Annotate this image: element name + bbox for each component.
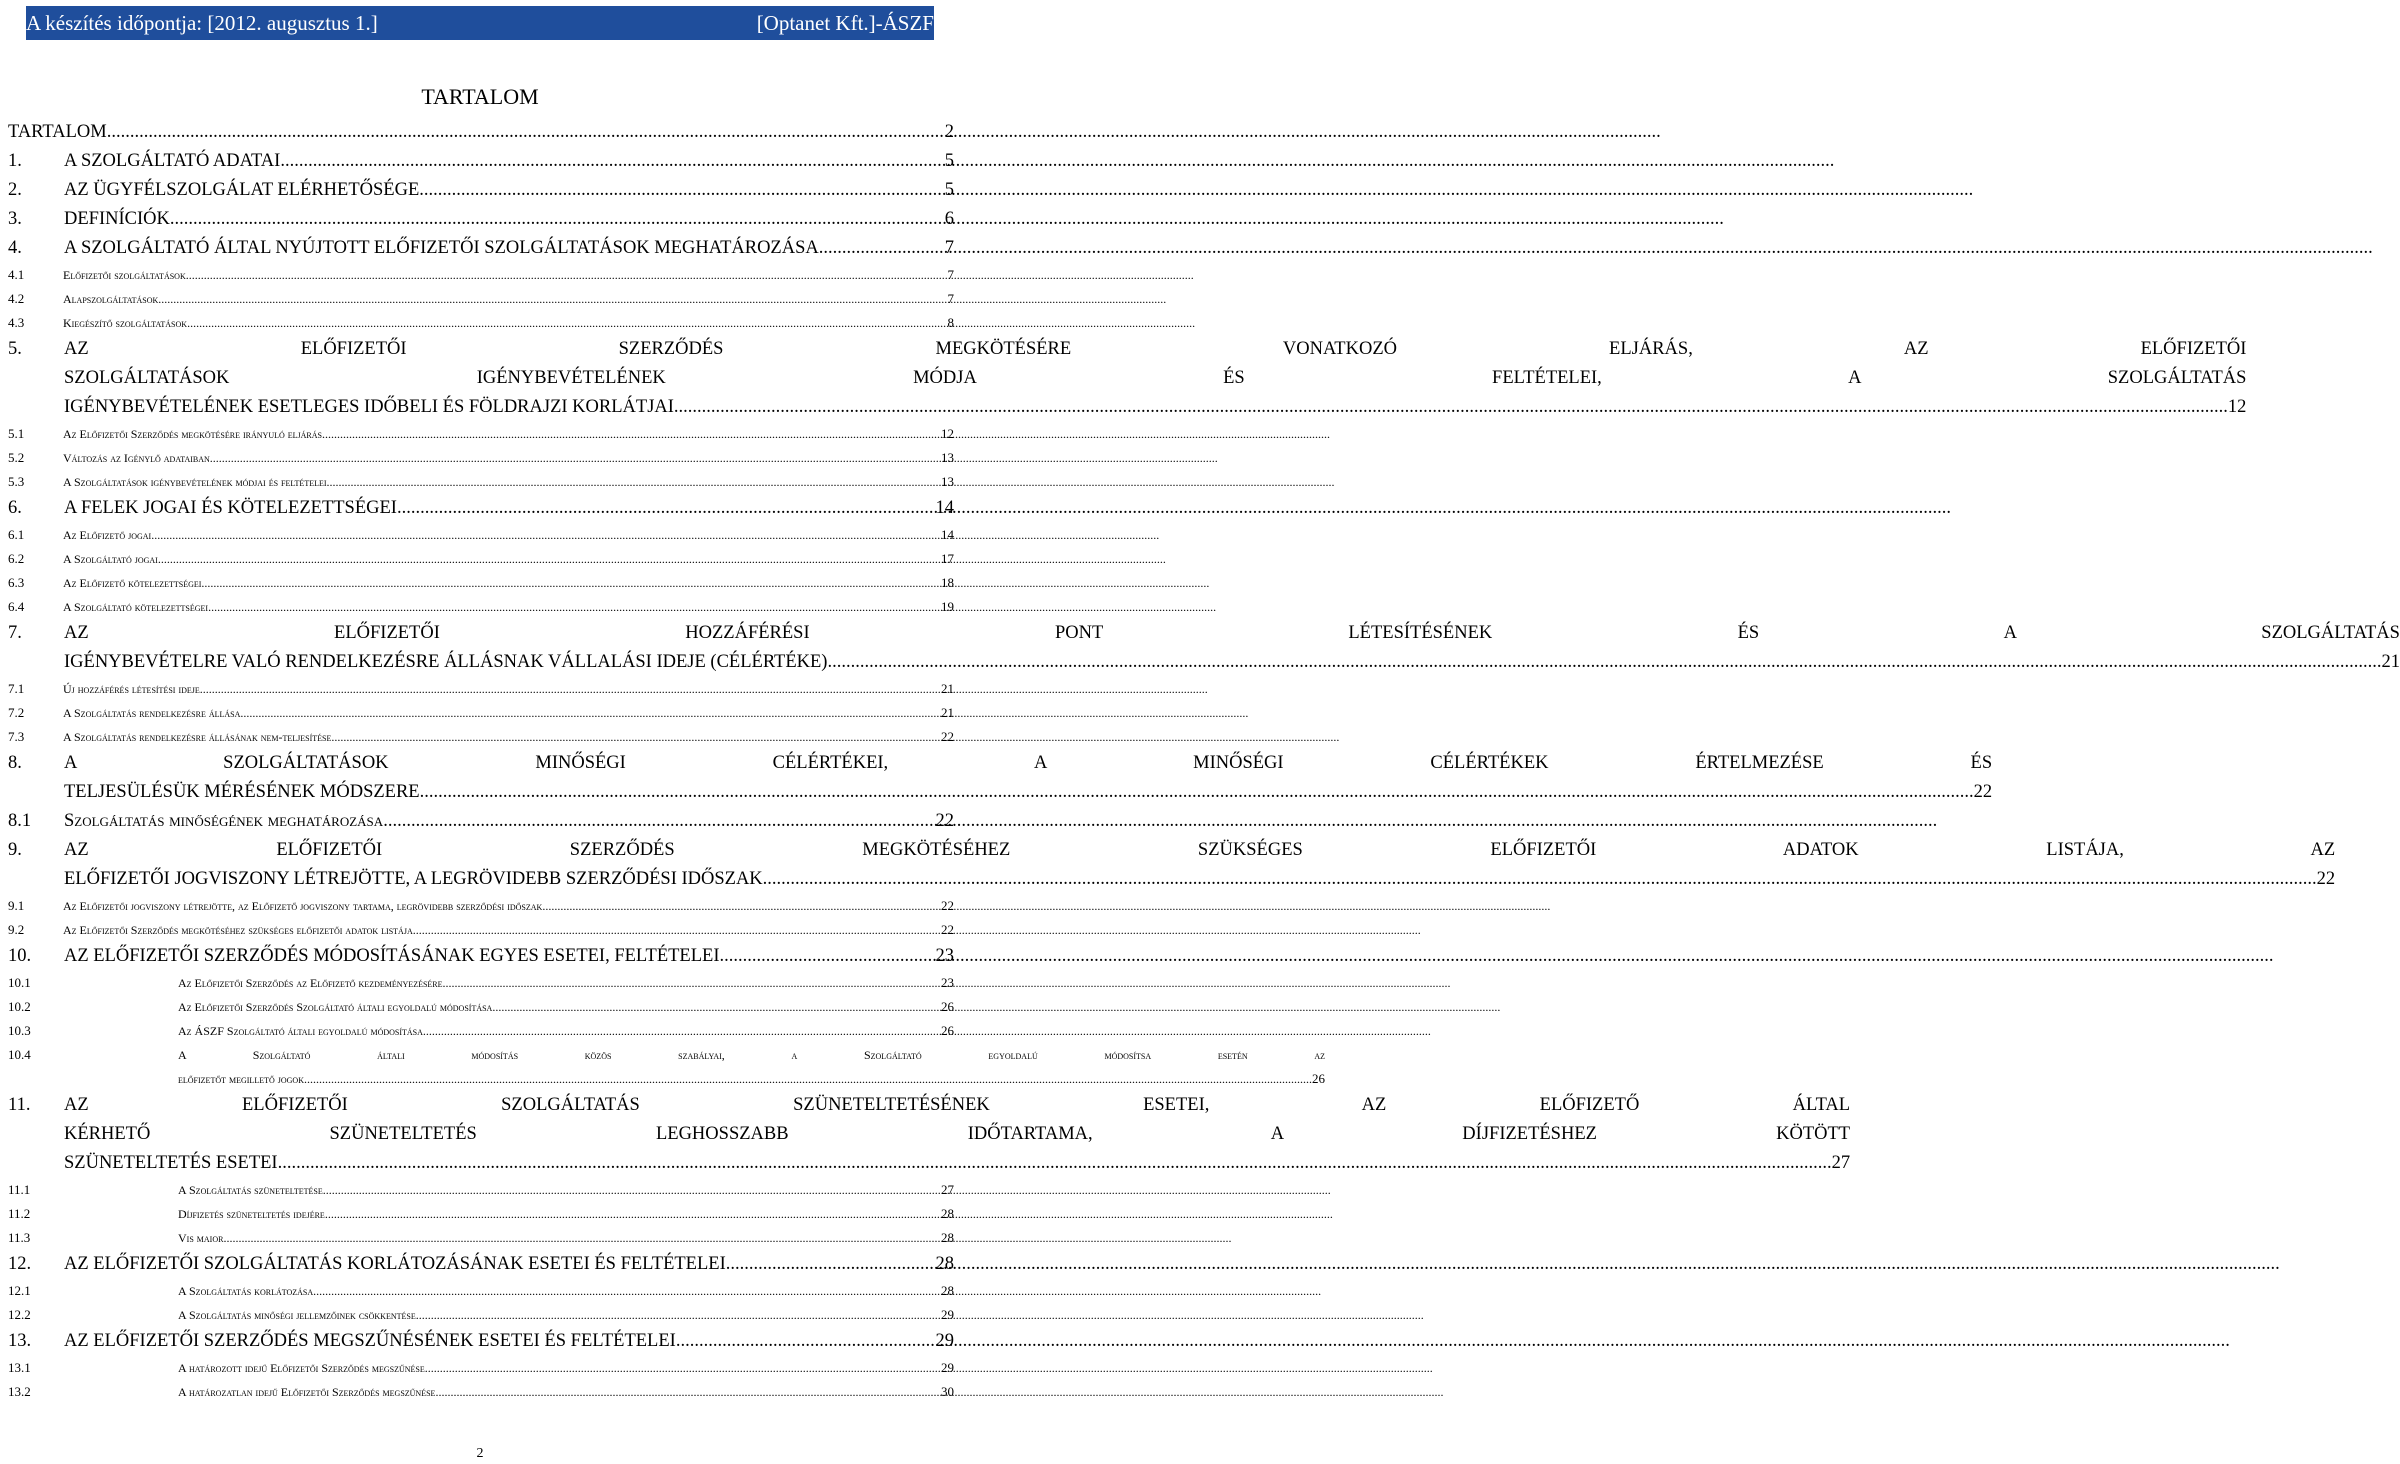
toc-entry[interactable] xyxy=(8,894,954,918)
toc-entry-page: 22 xyxy=(2316,869,2336,889)
toc-entry-page: 21 xyxy=(941,681,954,696)
leader-dots xyxy=(674,393,2228,422)
toc-entry-number: 4.3 xyxy=(8,315,25,330)
toc-entry-title: AZ ELŐFIZETŐI SZERZŐDÉS MÓDOSÍTÁSÁNAK EGYES ESETEI, FELTÉTELEI xyxy=(64,946,720,966)
toc-entry-page: 26 xyxy=(941,999,954,1014)
page-number: 2 xyxy=(476,1446,484,1461)
toc-entry-number: 11.2 xyxy=(8,1206,31,1221)
toc-entry[interactable] xyxy=(8,677,954,701)
toc-entry[interactable] xyxy=(8,1303,954,1327)
toc-entry[interactable] xyxy=(8,807,954,836)
toc-entry[interactable] xyxy=(8,1279,954,1303)
toc-entry-title-line: A SZOLGÁLTATÁSOK MINŐSÉGI CÉLÉRTÉKEI, A MINŐSÉGI CÉLÉRTÉKEK ÉRTELMEZÉSE ÉS xyxy=(64,753,1993,773)
leader-dots xyxy=(726,1250,936,1279)
leader-dots xyxy=(151,523,941,547)
toc-entry-number: 6.1 xyxy=(8,527,25,542)
leader-dots xyxy=(383,807,935,836)
toc-entry-title-line: AZ ELŐFIZETŐI SZOLGÁLTATÁS SZÜNETELTETÉSÉNEK ESETEI, AZ ELŐFIZETŐ ÁLTAL xyxy=(64,1095,1851,1115)
toc-entry-page: 7 xyxy=(947,267,954,282)
toc-entry-page: 7 xyxy=(944,238,954,258)
toc-entry-title-line: AZ ELŐFIZETŐI SZERZŐDÉS MEGKÖTÉSÉRE VONATKOZÓ ELJÁRÁS, AZ ELŐFIZETŐI xyxy=(64,339,2247,359)
toc-entry-number: 6.4 xyxy=(8,599,25,614)
leader-dots xyxy=(322,422,941,446)
leader-dots xyxy=(200,677,941,701)
toc-entry-number: 13.2 xyxy=(8,1384,31,1399)
toc-entry-page: 6 xyxy=(944,209,954,229)
toc-entry-title: Szolgáltatás minőségének meghatározása xyxy=(64,811,384,831)
leader-dots xyxy=(240,701,941,725)
toc-entry-number: 9.2 xyxy=(8,922,25,937)
toc-entry[interactable] xyxy=(8,287,954,311)
toc-entry[interactable] xyxy=(8,234,954,263)
toc-entry-title: Alapszolgáltatások xyxy=(63,292,159,306)
toc-entry-page: 12 xyxy=(2227,397,2247,417)
toc-entry-title-last: SZÜNETELTETÉS ESETEI xyxy=(64,1153,278,1173)
toc-entry-page: 19 xyxy=(941,599,954,614)
toc-entry-number: 9. xyxy=(8,840,22,860)
toc-entry-page: 30 xyxy=(941,1384,954,1399)
toc-entry-title-last: ELŐFIZETŐI JOGVISZONY LÉTREJÖTTE, A LEGRÖVIDEBB SZERZŐDÉSI IDŐSZAK xyxy=(64,869,763,889)
leader-dots xyxy=(331,725,941,749)
toc-entry[interactable] xyxy=(8,571,954,595)
toc-entry-title: Az Előfizetői Szerződés megkötéséhez szükséges előfizetői adatok listája xyxy=(63,923,413,937)
leader-dots xyxy=(542,894,941,918)
toc-entry-title: Díjfizetés szüneteltetés idejére xyxy=(178,1207,325,1221)
toc-entry[interactable] xyxy=(8,619,2400,677)
toc-entry-number: 12.2 xyxy=(8,1307,31,1322)
toc-entry-number: 4.1 xyxy=(8,267,25,282)
toc-entry-number: 7.2 xyxy=(8,705,25,720)
toc-entry-title: A Szolgáltatás korlátozása xyxy=(178,1284,314,1298)
toc-entry-page: 18 xyxy=(941,575,954,590)
toc-entry-title-line: SZOLGÁLTATÁSOK IGÉNYBEVÉTELÉNEK MÓDJA ÉS FELTÉTELEI, A SZOLGÁLTATÁS xyxy=(64,368,2247,388)
page-header xyxy=(26,6,934,40)
toc-entry-page: 27 xyxy=(1831,1153,1851,1173)
toc-entry[interactable] xyxy=(8,749,1993,807)
toc-entry-page: 28 xyxy=(941,1230,954,1245)
toc-entry[interactable] xyxy=(8,918,954,942)
leader-dots xyxy=(419,176,945,205)
toc-entry[interactable] xyxy=(8,701,954,725)
toc-entry-page: 23 xyxy=(941,975,954,990)
toc-entry-page: 7 xyxy=(947,291,954,306)
table-of-contents xyxy=(8,118,2400,1404)
toc-entry-page: 12 xyxy=(941,426,954,441)
toc-entry[interactable] xyxy=(8,205,954,234)
toc-entry[interactable] xyxy=(8,1327,954,1356)
leader-dots xyxy=(819,234,945,263)
toc-entry-number: 11.3 xyxy=(8,1230,31,1245)
toc-entry-page: 26 xyxy=(1311,1071,1325,1086)
toc-entry-title: Előfizetői szolgáltatások xyxy=(63,268,186,282)
toc-entry-title: Az Előfizetői Szerződés megkötésére irányuló eljárás xyxy=(63,427,322,441)
toc-entry[interactable] xyxy=(8,422,954,446)
toc-entry-title: Az ÁSZF Szolgáltató általi egyoldalú módosítása xyxy=(178,1024,423,1038)
toc-entry-number: 7. xyxy=(8,623,22,643)
leader-dots xyxy=(158,547,941,571)
leader-dots xyxy=(223,1226,941,1250)
leader-dots xyxy=(327,470,941,494)
leader-dots xyxy=(425,1356,941,1380)
toc-entry[interactable] xyxy=(8,263,954,287)
toc-entry-title: TARTALOM xyxy=(8,122,107,142)
toc-entry[interactable] xyxy=(8,147,954,176)
toc-entry[interactable] xyxy=(8,1178,954,1202)
toc-entry-page: 21 xyxy=(941,705,954,720)
leader-dots xyxy=(763,865,2317,894)
toc-entry-title: A SZOLGÁLTATÓ ÁLTAL NYÚJTOTT ELŐFIZETŐI SZOLGÁLTATÁSOK MEGHATÁROZÁSA xyxy=(64,238,819,258)
toc-entry-page: 28 xyxy=(935,1254,954,1274)
toc-entry-title: Az Előfizető kötelezettségei xyxy=(63,576,202,590)
toc-entry[interactable] xyxy=(8,1356,954,1380)
toc-entry[interactable] xyxy=(8,311,954,335)
toc-entry-page: 22 xyxy=(941,922,954,937)
toc-entry-title: Kiegészítő szolgáltatások xyxy=(63,316,188,330)
toc-entry-page: 22 xyxy=(1973,782,1993,802)
toc-entry-number: 13.1 xyxy=(8,1360,31,1375)
toc-entry-title-line: A Szolgáltató általi módosítás közös szabályai, a Szolgáltató egyoldalú módosítsa esetén az xyxy=(178,1048,1325,1062)
toc-entry-title: A SZOLGÁLTATÓ ADATAI xyxy=(64,151,281,171)
toc-entry[interactable] xyxy=(8,446,954,470)
toc-entry-title: A Szolgáltatás rendelkezésre állásának nem-teljesítése xyxy=(63,730,332,744)
toc-entry-number: 5.2 xyxy=(8,450,25,465)
toc-entry-number: 10. xyxy=(8,946,32,966)
toc-entry-number: 4.2 xyxy=(8,291,25,306)
toc-entry-title-last: előfizetőt megillető jogok xyxy=(178,1072,304,1086)
toc-entry[interactable] xyxy=(8,725,954,749)
leader-dots xyxy=(304,1067,1312,1091)
toc-entry-page: 29 xyxy=(941,1307,954,1322)
toc-entry[interactable] xyxy=(8,942,954,971)
toc-entry-number: 5.1 xyxy=(8,426,25,441)
leader-dots xyxy=(676,1327,936,1356)
toc-entry-page: 22 xyxy=(941,729,954,744)
leader-dots xyxy=(158,287,947,311)
leader-dots xyxy=(827,648,2381,677)
toc-entry[interactable] xyxy=(8,118,954,147)
toc-entry-number: 8.1 xyxy=(8,811,32,831)
leader-dots xyxy=(201,571,941,595)
toc-entry-page: 21 xyxy=(2381,652,2400,672)
leader-dots xyxy=(720,942,936,971)
toc-entry-page: 5 xyxy=(944,180,954,200)
leader-dots xyxy=(435,1380,941,1404)
toc-entry-title: AZ ELŐFIZETŐI SZOLGÁLTATÁS KORLÁTOZÁSÁNAK ESETEI ÉS FELTÉTELEI xyxy=(64,1254,726,1274)
toc-entry-number: 5. xyxy=(8,339,22,359)
toc-entry-number: 10.3 xyxy=(8,1023,31,1038)
toc-entry-number: 10.2 xyxy=(8,999,31,1014)
leader-dots xyxy=(325,1202,941,1226)
leader-dots xyxy=(323,1178,941,1202)
leader-dots xyxy=(170,205,945,234)
leader-dots xyxy=(186,263,948,287)
leader-dots xyxy=(280,147,944,176)
toc-entry-title-last: IGÉNYBEVÉTELRE VALÓ RENDELKEZÉSRE ÁLLÁSNAK VÁLLALÁSI IDEJE (CÉLÉRTÉKE) xyxy=(64,652,828,672)
toc-entry-number: 2. xyxy=(8,180,22,200)
leader-dots xyxy=(420,778,1974,807)
toc-entry-page: 22 xyxy=(941,898,954,913)
toc-entry-number: 12.1 xyxy=(8,1283,31,1298)
toc-entry-title: A FELEK JOGAI ÉS KÖTELEZETTSÉGEI xyxy=(64,498,397,518)
toc-entry-title-line: AZ ELŐFIZETŐI HOZZÁFÉRÉSI PONT LÉTESÍTÉSÉNEK ÉS A SZOLGÁLTATÁS xyxy=(64,623,2400,643)
toc-entry-page: 22 xyxy=(935,811,954,831)
toc-entry-title: A Szolgáltató kötelezettségei xyxy=(63,600,209,614)
toc-entry[interactable] xyxy=(8,1250,954,1279)
toc-entry-page: 17 xyxy=(941,551,954,566)
toc-entry-title: A Szolgáltatás rendelkezésre állása xyxy=(63,706,241,720)
toc-entry-title: A Szolgáltatás minőségi jellemzőinek csökkentése xyxy=(178,1308,416,1322)
toc-entry[interactable] xyxy=(8,836,2336,894)
toc-entry-title: Az Előfizetői Szerződés az Előfizető kezdeményezésére xyxy=(178,976,443,990)
toc-entry-title: Változás az Igénylő adataiban xyxy=(63,451,210,465)
toc-entry-title-last: IGÉNYBEVÉTELÉNEK ESETLEGES IDŐBELI ÉS FÖLDRAJZI KORLÁTJAI xyxy=(64,397,674,417)
toc-entry[interactable] xyxy=(8,335,2247,422)
leader-dots xyxy=(423,1019,941,1043)
toc-entry-title: Új hozzáférés létesítési ideje xyxy=(63,682,200,696)
toc-entry-number: 6.2 xyxy=(8,551,25,566)
toc-entry-number: 10.4 xyxy=(8,1047,31,1062)
toc-entry-title: Az Előfizető jogai xyxy=(63,528,152,542)
leader-dots xyxy=(416,1303,941,1327)
toc-entry-page: 28 xyxy=(941,1206,954,1221)
toc-entry-title: Vis maior xyxy=(178,1231,224,1245)
leader-dots xyxy=(413,918,941,942)
leader-dots xyxy=(278,1149,1832,1178)
leader-dots xyxy=(107,118,945,147)
page-title: TARTALOM xyxy=(421,84,539,109)
toc-entry-title: A Szolgáltató jogai xyxy=(63,552,158,566)
toc-entry-title: A Szolgáltatások igénybevételének módjai és feltételei xyxy=(63,475,327,489)
toc-entry-number: 5.3 xyxy=(8,474,25,489)
toc-entry-title: Az Előfizetői jogviszony létrejötte, az Előfizető jogviszony tartama, legrövidebb szerződési időszak xyxy=(63,899,543,913)
header-date: A készítés időpontja: [2012. augusztus 1.] xyxy=(26,11,378,35)
toc-entry-page: 13 xyxy=(941,450,954,465)
toc-entry[interactable] xyxy=(8,1226,954,1250)
toc-entry-page: 23 xyxy=(935,946,954,966)
leader-dots xyxy=(443,971,941,995)
toc-entry[interactable] xyxy=(8,547,954,571)
toc-entry[interactable] xyxy=(8,971,954,995)
toc-entry-title: A Szolgáltatás szüneteltetése xyxy=(178,1183,323,1197)
header-company: [Optanet Kft.]-ÁSZF xyxy=(756,11,934,35)
toc-entry-title-last: TELJESÜLÉSÜK MÉRÉSÉNEK MÓDSZERE xyxy=(64,782,420,802)
toc-entry-number: 6.3 xyxy=(8,575,25,590)
toc-entry-page: 27 xyxy=(941,1182,954,1197)
leader-dots xyxy=(492,995,941,1019)
toc-entry[interactable] xyxy=(8,176,954,205)
toc-entry-page: 26 xyxy=(941,1023,954,1038)
toc-entry-number: 7.1 xyxy=(8,681,25,696)
toc-entry[interactable] xyxy=(8,523,954,547)
toc-entry[interactable] xyxy=(8,995,954,1019)
toc-entry-number: 13. xyxy=(8,1331,32,1351)
toc-entry-page: 8 xyxy=(947,315,954,330)
toc-entry-title-line: KÉRHETŐ SZÜNETELTETÉS LEGHOSSZABB IDŐTARTAMA, A DÍJFIZETÉSHEZ KÖTÖTT xyxy=(64,1124,1851,1144)
leader-dots xyxy=(208,595,941,619)
leader-dots xyxy=(210,446,941,470)
toc-entry-title-line: AZ ELŐFIZETŐI SZERZŐDÉS MEGKÖTÉSÉHEZ SZÜKSÉGES ELŐFIZETŐI ADATOK LISTÁJA, AZ xyxy=(64,840,2336,860)
toc-entry[interactable] xyxy=(8,1091,1851,1178)
toc-entry[interactable] xyxy=(8,595,954,619)
toc-entry-page: 5 xyxy=(944,151,954,171)
toc-entry-number: 11. xyxy=(8,1095,31,1115)
toc-entry-number: 4. xyxy=(8,238,22,258)
toc-entry-number: 12. xyxy=(8,1254,32,1274)
toc-entry-page: 29 xyxy=(941,1360,954,1375)
toc-entry-page: 14 xyxy=(941,527,954,542)
toc-entry-number: 10.1 xyxy=(8,975,31,990)
toc-entry-page: 13 xyxy=(941,474,954,489)
toc-entry-number: 3. xyxy=(8,209,22,229)
toc-entry-number: 9.1 xyxy=(8,898,25,913)
toc-entry-number: 8. xyxy=(8,753,22,773)
toc-entry-page: 14 xyxy=(935,498,954,518)
toc-entry-title: A határozatlan idejű Előfizetői Szerződés megszűnése xyxy=(178,1385,436,1399)
toc-entry-title: Az Előfizetői Szerződés Szolgáltató általi egyoldalú módosítása xyxy=(178,1000,493,1014)
toc-entry-title: A határozott idejű Előfizetői Szerződés megszűnése xyxy=(178,1361,425,1375)
toc-entry-page: 28 xyxy=(941,1283,954,1298)
toc-entry[interactable] xyxy=(8,1043,1325,1091)
toc-entry-number: 11.1 xyxy=(8,1182,31,1197)
toc-entry-title: AZ ELŐFIZETŐI SZERZŐDÉS MEGSZŰNÉSÉNEK ESETEI ÉS FELTÉTELEI xyxy=(64,1331,676,1351)
leader-dots xyxy=(313,1279,941,1303)
toc-entry-title: AZ ÜGYFÉLSZOLGÁLAT ELÉRHETŐSÉGE xyxy=(64,180,420,200)
toc-entry-title: DEFINÍCIÓK xyxy=(64,209,170,229)
toc-entry-page: 2 xyxy=(944,122,954,142)
toc-entry[interactable] xyxy=(8,1019,954,1043)
leader-dots xyxy=(187,311,947,335)
toc-entry[interactable] xyxy=(8,494,954,523)
toc-entry-number: 6. xyxy=(8,498,22,518)
toc-entry-page: 29 xyxy=(935,1331,954,1351)
toc-entry[interactable] xyxy=(8,1380,954,1404)
leader-dots xyxy=(397,494,936,523)
toc-entry-number: 7.3 xyxy=(8,729,25,744)
toc-entry-number: 1. xyxy=(8,151,22,171)
toc-entry[interactable] xyxy=(8,470,954,494)
toc-entry[interactable] xyxy=(8,1202,954,1226)
